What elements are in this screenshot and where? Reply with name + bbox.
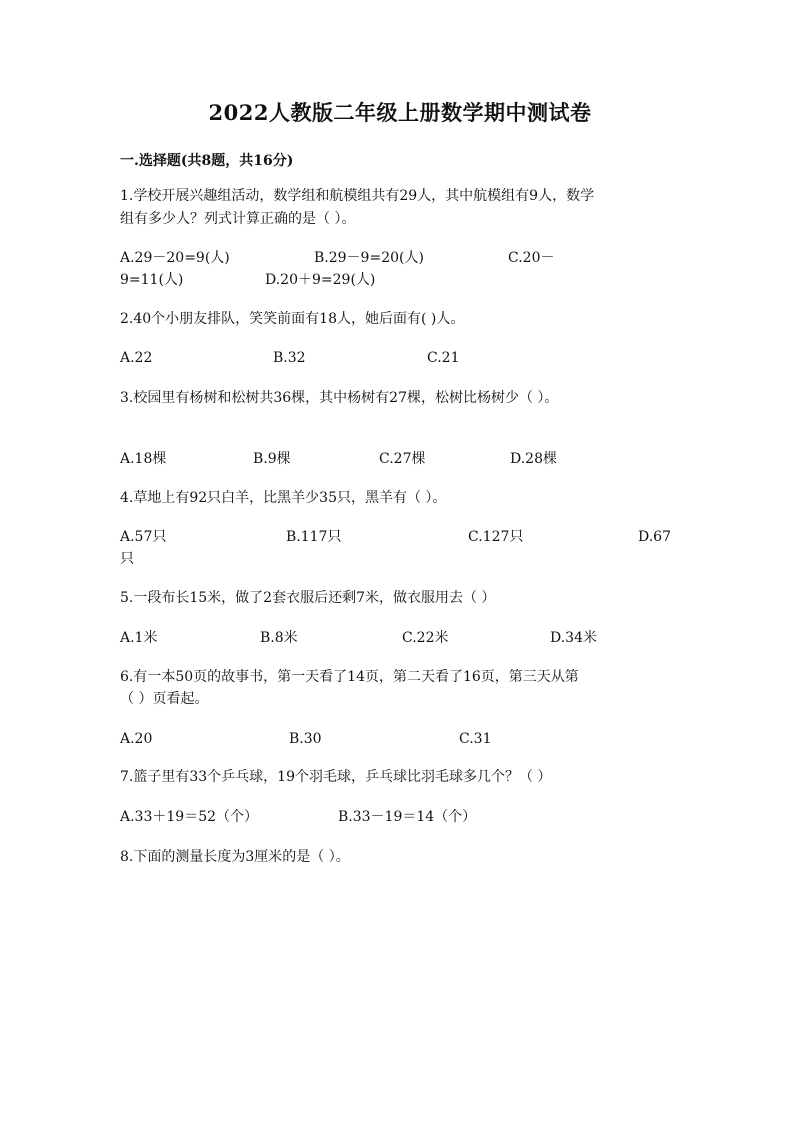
question-1-option-c: C.20－ bbox=[508, 250, 555, 266]
question-7-option-a: A.33＋19＝52（个） bbox=[120, 809, 259, 825]
question-1-option-a: A.29－20=9(人) bbox=[120, 250, 230, 266]
question-1-option-c-cont: 9=11(人) bbox=[120, 272, 184, 288]
question-4-option-d: D.67 bbox=[638, 529, 671, 545]
question-1-line-1: 1.学校开展兴趣组活动，数学组和航模组共有29人，其中航模组有9人，数学 bbox=[120, 188, 595, 204]
question-5-option-c: C.22米 bbox=[402, 630, 449, 646]
section-heading: 一.选择题(共8题，共16分) bbox=[120, 153, 294, 169]
question-1-option-b: B.29－9=20(人) bbox=[314, 250, 424, 266]
question-3-option-c: C.27棵 bbox=[379, 451, 426, 467]
question-1-option-d: D.20＋9=29(人) bbox=[265, 272, 376, 288]
question-2-option-c: C.21 bbox=[427, 350, 460, 366]
question-2-option-a: A.22 bbox=[120, 350, 153, 366]
question-6-option-c: C.31 bbox=[459, 731, 492, 747]
question-3-option-d: D.28棵 bbox=[510, 451, 557, 467]
question-5-option-d: D.34米 bbox=[550, 630, 597, 646]
question-3-text: 3.校园里有杨树和松树共36棵，其中杨树有27棵，松树比杨树少（ ）。 bbox=[120, 390, 559, 406]
question-1-line-2: 组有多少人？列式计算正确的是（ ）。 bbox=[120, 211, 356, 227]
question-6-option-b: B.30 bbox=[289, 731, 322, 747]
page-title: 2022人教版二年级上册数学期中测试卷 bbox=[208, 100, 592, 125]
question-4-option-d-cont: 只 bbox=[120, 551, 134, 567]
question-6-line-1: 6.有一本50页的故事书，第一天看了14页，第二天看了16页，第三天从第 bbox=[120, 669, 579, 685]
question-4-text: 4.草地上有92只白羊，比黑羊少35只，黑羊有（ ）。 bbox=[120, 490, 447, 506]
question-6-option-a: A.20 bbox=[120, 731, 153, 747]
question-7-text: 7.篮子里有33个乒乓球，19个羽毛球，乒乓球比羽毛球多几个？（ ） bbox=[120, 769, 552, 785]
question-4-option-a: A.57只 bbox=[120, 529, 167, 545]
question-2-text: 2.40个小朋友排队，笑笑前面有18人，她后面有( )人。 bbox=[120, 311, 465, 327]
question-5-text: 5.一段布长15米，做了2套衣服后还剩7米，做衣服用去（ ） bbox=[120, 590, 496, 606]
question-3-option-a: A.18棵 bbox=[120, 451, 167, 467]
question-4-option-c: C.127只 bbox=[468, 529, 524, 545]
question-6-line-2: （ ）页看起。 bbox=[120, 691, 209, 707]
question-4-option-b: B.117只 bbox=[286, 529, 342, 545]
question-2-option-b: B.32 bbox=[273, 350, 306, 366]
question-7-option-b: B.33－19＝14（个） bbox=[338, 809, 477, 825]
question-5-option-a: A.1米 bbox=[120, 630, 158, 646]
question-8-text: 8.下面的测量长度为3厘米的是（ ）。 bbox=[120, 849, 350, 865]
question-3-option-b: B.9棵 bbox=[253, 451, 291, 467]
question-5-option-b: B.8米 bbox=[260, 630, 298, 646]
